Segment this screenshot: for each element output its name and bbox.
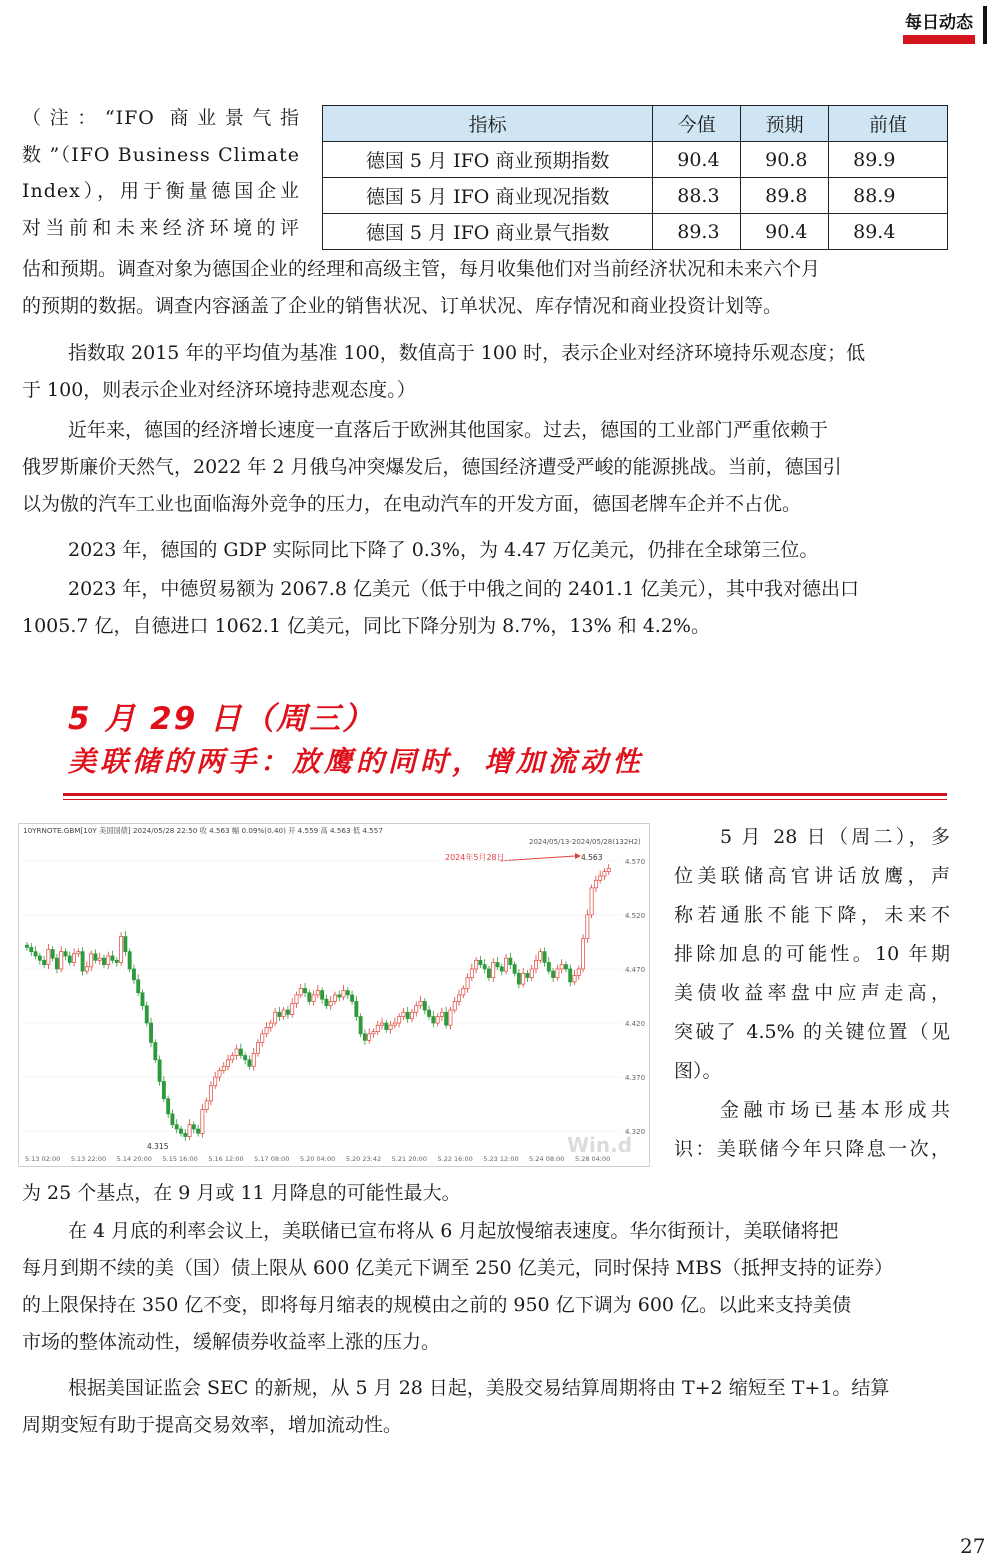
table-cell: 德国 5 月 IFO 商业预期指数 bbox=[323, 142, 653, 178]
table-header-row bbox=[323, 106, 948, 142]
candle-body bbox=[299, 988, 302, 994]
candle-body bbox=[252, 1053, 255, 1066]
table-header: 指标 bbox=[323, 106, 653, 142]
candle-body bbox=[603, 872, 606, 876]
candle-body bbox=[231, 1055, 234, 1059]
candle-body bbox=[432, 1017, 435, 1023]
x-tick-label: 5.21 20:00 bbox=[391, 1155, 427, 1163]
table-cell: 89.8 bbox=[741, 178, 829, 214]
chart-header-line: 10YRNOTE.GBM[10Y 美国国债] 2024/05/28 22:50 收 4.563 幅 0.09%(0.40) 开 4.559 高 4.563 低 4.557 bbox=[23, 826, 383, 835]
candle-body bbox=[60, 952, 63, 969]
candle-body bbox=[282, 1010, 285, 1016]
candle-body bbox=[504, 958, 507, 971]
table-header: 前值 bbox=[829, 106, 948, 142]
text-line: 每月到期不续的美（国）债上限从 600 亿美元下调至 250 亿美元，同时保持 MBS（抵押支持的证券） bbox=[22, 1257, 894, 1279]
x-tick-label: 5.16 12:00 bbox=[208, 1155, 244, 1163]
candle-body bbox=[398, 1017, 401, 1023]
candle-body bbox=[539, 952, 542, 961]
y-tick-label: 4.520 bbox=[625, 911, 646, 920]
section-rule bbox=[63, 793, 947, 796]
candle-body bbox=[218, 1071, 221, 1077]
table-cell: 88.3 bbox=[653, 178, 741, 214]
chart-watermark: Win.d bbox=[567, 1133, 633, 1157]
note-line: 数 ”（IFO Business Climate bbox=[22, 143, 300, 166]
header-divider bbox=[983, 6, 987, 44]
candle-body bbox=[325, 999, 328, 1005]
candle-body bbox=[158, 1060, 161, 1082]
candle-body bbox=[475, 960, 478, 969]
candle-body bbox=[577, 969, 580, 975]
candle-body bbox=[256, 1043, 259, 1054]
text-line: 根据美国证监会 SEC 的新规，从 5 月 28 日起，美股交易结算周期将由 T+2 缩短至 T+1。结算 bbox=[68, 1377, 890, 1399]
table-cell: 德国 5 月 IFO 商业现况指数 bbox=[323, 178, 653, 214]
candle-body bbox=[483, 965, 486, 969]
fed-side-text bbox=[674, 818, 950, 1169]
candle-body bbox=[273, 1012, 276, 1023]
candle-body bbox=[278, 1012, 281, 1016]
candle-body bbox=[226, 1060, 229, 1066]
table-cell: 89.4 bbox=[829, 214, 948, 250]
candle-body bbox=[77, 952, 80, 954]
candle-body bbox=[47, 949, 50, 964]
candle-body bbox=[137, 980, 140, 993]
candle-body bbox=[30, 947, 33, 951]
candle-body bbox=[427, 1010, 430, 1016]
x-tick-label: 5.17 08:00 bbox=[254, 1155, 290, 1163]
y-tick-label: 4.420 bbox=[625, 1020, 646, 1029]
candle-body bbox=[419, 1001, 422, 1005]
x-tick-label: 5.24 08:00 bbox=[529, 1155, 565, 1163]
candle-body bbox=[552, 971, 555, 977]
x-tick-label: 5.28 04:00 bbox=[575, 1155, 611, 1163]
table-row bbox=[323, 142, 948, 178]
candle-body bbox=[312, 995, 315, 1001]
candle-body bbox=[406, 1012, 409, 1018]
candle-body bbox=[72, 954, 75, 963]
candle-body bbox=[380, 1023, 383, 1025]
candle-body bbox=[107, 956, 110, 965]
candle-body bbox=[34, 952, 37, 956]
candle-body bbox=[530, 969, 533, 978]
y-tick-label: 4.570 bbox=[625, 857, 646, 866]
candle-body bbox=[43, 960, 46, 964]
text-line: 突破了 4.5% 的关键位置（见 bbox=[674, 1021, 950, 1043]
text-line: 金融市场已基本形成共 bbox=[720, 1099, 950, 1121]
candle-body bbox=[359, 1017, 362, 1034]
section-title: 美联储的两手：放鹰的同时，增加流动性 bbox=[68, 745, 645, 778]
candle-body bbox=[120, 937, 123, 963]
candle-body bbox=[196, 1129, 199, 1133]
candle-body bbox=[38, 956, 41, 960]
candle-body bbox=[522, 973, 525, 984]
candle-body bbox=[513, 965, 516, 974]
candle-body bbox=[346, 991, 349, 995]
candle-body bbox=[295, 995, 298, 1004]
x-tick-label: 5.13 22:00 bbox=[70, 1155, 107, 1163]
candle-body bbox=[457, 995, 460, 1001]
table-cell: 90.4 bbox=[741, 214, 829, 250]
candle-body bbox=[201, 1110, 204, 1134]
candle-body bbox=[90, 954, 93, 967]
candle-body bbox=[342, 991, 345, 997]
page-number: 27 bbox=[960, 1534, 986, 1558]
table-cell: 90.4 bbox=[653, 142, 741, 178]
candle-body bbox=[248, 1060, 251, 1066]
chart-low-label: 4.315 bbox=[147, 1142, 169, 1151]
ifo-table bbox=[322, 105, 948, 250]
note-line: Index），用于衡量德国企业 bbox=[22, 180, 300, 202]
text-line: 周期变短有助于提高交易效率，增加流动性。 bbox=[22, 1414, 403, 1436]
candle-body bbox=[487, 969, 490, 978]
chart-annotation: 2024年5月28日 bbox=[445, 853, 505, 862]
section-date: 5 月 29 日（周三） bbox=[68, 701, 376, 737]
candle-body bbox=[385, 1023, 388, 1029]
candle-body bbox=[154, 1043, 157, 1060]
candle-body bbox=[149, 1023, 152, 1042]
annotation-arrow bbox=[499, 856, 575, 861]
candle-body bbox=[479, 960, 482, 964]
candle-body bbox=[564, 965, 567, 969]
candle-body bbox=[329, 1001, 332, 1005]
note-line: 对当前和未来经济环境的评 bbox=[22, 216, 300, 239]
candle-body bbox=[316, 991, 319, 995]
candle-body bbox=[436, 1017, 439, 1023]
candle-body bbox=[586, 915, 589, 939]
note-paragraph-2 bbox=[22, 335, 950, 409]
candle-body bbox=[132, 969, 135, 980]
candle-body bbox=[453, 1001, 456, 1010]
candle-body bbox=[55, 958, 58, 969]
candle-body bbox=[81, 952, 84, 971]
candle-body bbox=[393, 1023, 396, 1025]
candle-body bbox=[239, 1049, 242, 1055]
candle-body bbox=[124, 937, 127, 952]
text-line: 市场的整体流动性，缓解债券收益率上涨的压力。 bbox=[22, 1331, 441, 1353]
chart-high-label: 4.563 bbox=[581, 853, 603, 862]
candle-body bbox=[64, 952, 67, 956]
table-header: 今值 bbox=[653, 106, 741, 142]
candle-body bbox=[449, 1010, 452, 1025]
candle-body bbox=[303, 988, 306, 992]
candle-body bbox=[265, 1027, 268, 1033]
candle-body bbox=[556, 969, 559, 978]
candle-body bbox=[115, 960, 118, 962]
candle-body bbox=[214, 1077, 217, 1086]
header-accent-bar bbox=[903, 35, 975, 44]
table-row bbox=[323, 214, 948, 250]
candle-body bbox=[462, 988, 465, 994]
candle-body bbox=[102, 958, 105, 964]
text-line: 2023 年，中德贸易额为 2067.8 亿美元（低于中俄之间的 2401.1 亿美元），其中我对德出口 bbox=[68, 578, 860, 600]
candle-body bbox=[68, 956, 71, 962]
candle-body bbox=[372, 1032, 375, 1034]
candle-body bbox=[368, 1034, 371, 1040]
candle-body bbox=[599, 876, 602, 880]
candle-body bbox=[389, 1025, 392, 1029]
candle-body bbox=[509, 958, 512, 964]
treasury-yield-chart bbox=[18, 823, 650, 1167]
candle-body bbox=[415, 1006, 418, 1012]
candle-body bbox=[333, 995, 336, 1001]
candle-body bbox=[526, 973, 529, 977]
text-line: 图）。 bbox=[674, 1060, 722, 1082]
table-cell: 89.3 bbox=[653, 214, 741, 250]
candle-body bbox=[192, 1125, 195, 1129]
y-tick-label: 4.320 bbox=[625, 1128, 646, 1137]
sec-paragraph bbox=[22, 1370, 950, 1444]
candle-body bbox=[492, 962, 495, 977]
candle-body bbox=[338, 995, 341, 997]
candle-body bbox=[162, 1081, 165, 1098]
table-cell: 90.8 bbox=[741, 142, 829, 178]
candle-body bbox=[308, 993, 311, 1002]
text-line: 的预期的数据。调查内容涵盖了企业的销售状况、订单状况、库存情况和商业投资计划等。 bbox=[22, 295, 783, 317]
x-tick-label: 5.20 23:42 bbox=[345, 1155, 382, 1163]
candle-body bbox=[466, 978, 469, 989]
candle-body bbox=[141, 993, 144, 1006]
candle-body bbox=[470, 969, 473, 978]
text-line: 的上限保持在 350 亿不变，即将每月缩表的规模由之前的 950 亿下调为 600 亿。以此来支持美债 bbox=[22, 1294, 852, 1316]
text-line: 称若通胀不能下降，未来不 bbox=[674, 904, 950, 926]
candle-body bbox=[590, 888, 593, 915]
candle-body bbox=[128, 952, 131, 969]
candle-body bbox=[321, 991, 324, 1000]
candle-body bbox=[440, 1012, 443, 1016]
text-line: 1005.7 亿，自德进口 1062.1 亿美元，同比下降分别为 8.7%，13% 和 4.2%。 bbox=[22, 615, 710, 637]
candle-body bbox=[145, 1006, 148, 1023]
candle-body bbox=[594, 880, 597, 888]
candle-body bbox=[184, 1133, 187, 1136]
candle-body bbox=[517, 973, 520, 984]
text-line: 估和预期。调查对象为德国企业的经理和高级主管，每月收集他们对当前经济状况和未来六个月 bbox=[22, 258, 821, 280]
germany-economy-paragraph bbox=[22, 412, 950, 523]
candle-body bbox=[188, 1125, 191, 1137]
candle-body bbox=[445, 1012, 448, 1025]
candle-body bbox=[222, 1066, 225, 1070]
text-line: 排除加息的可能性。10 年期 bbox=[674, 943, 950, 965]
x-tick-label: 5.23 12:00 bbox=[483, 1155, 519, 1163]
y-tick-label: 4.370 bbox=[625, 1074, 646, 1083]
candle-body bbox=[98, 958, 101, 960]
candle-body bbox=[350, 995, 353, 1001]
candle-body bbox=[560, 965, 563, 969]
candle-body bbox=[235, 1049, 238, 1055]
text-line: 位美联储高官讲话放鹰，声 bbox=[674, 865, 950, 887]
text-line: 5 月 28 日（周二），多 bbox=[720, 826, 950, 848]
candle-body bbox=[500, 967, 503, 971]
trade-paragraph bbox=[22, 571, 950, 645]
candle-body bbox=[167, 1099, 170, 1114]
chart-range-label: 2024/05/13-2024/05/28(132H2) bbox=[529, 838, 641, 846]
section-rule-thin bbox=[63, 799, 947, 800]
text-line: 2023 年，德国的 GDP 实际同比下降了 0.3%，为 4.47 万亿美元，仍排在全球第三位。 bbox=[68, 539, 819, 561]
text-line: 俄罗斯廉价天然气，2022 年 2 月俄乌冲突爆发后，德国经济遭受严峻的能源挑战。当前，德国引 bbox=[22, 456, 842, 478]
candle-body bbox=[607, 868, 610, 871]
text-line: 以为傲的汽车工业也面临海外竞争的压力，在电动汽车的开发方面，德国老牌车企并不占优。 bbox=[22, 493, 802, 515]
candle-body bbox=[534, 960, 537, 969]
candle-body bbox=[355, 1001, 358, 1016]
table-header: 预期 bbox=[741, 106, 829, 142]
candle-body bbox=[402, 1012, 405, 1016]
candle-body bbox=[363, 1034, 366, 1040]
candle-body bbox=[261, 1034, 264, 1043]
text-line: 在 4 月底的利率会议上，美联储已宣布将从 6 月起放慢缩表速度。华尔街预计，美联储将把 bbox=[68, 1220, 839, 1242]
candle-body bbox=[286, 1010, 289, 1014]
y-tick-label: 4.470 bbox=[625, 965, 646, 974]
note-line: （注：“IFO 商业景气指 bbox=[22, 107, 300, 129]
candle-body bbox=[581, 939, 584, 969]
x-tick-label: 5.15 16:00 bbox=[162, 1155, 198, 1163]
x-tick-label: 5.13 02:00 bbox=[25, 1155, 61, 1163]
gdp-paragraph bbox=[22, 532, 950, 569]
fed-paragraph-2 bbox=[22, 1213, 950, 1361]
candle-body bbox=[376, 1025, 379, 1031]
candle-body bbox=[423, 1001, 426, 1010]
candle-body bbox=[85, 967, 88, 971]
candle-body bbox=[269, 1023, 272, 1027]
x-tick-label: 5.20 04:00 bbox=[300, 1155, 336, 1163]
note-continued bbox=[22, 251, 950, 325]
candle-body bbox=[175, 1125, 178, 1129]
candle-body bbox=[543, 952, 546, 963]
text-line: 指数取 2015 年的平均值为基准 100，数值高于 100 时，表示企业对经济环境持乐观态度；低 bbox=[68, 342, 866, 364]
candle-body bbox=[94, 954, 97, 960]
text-line: 近年来，德国的经济增长速度一直落后于欧洲其他国家。过去，德国的工业部门严重依赖于 bbox=[68, 419, 829, 441]
text-line: 为 25 个基点，在 9 月或 11 月降息的可能性最大。 bbox=[22, 1182, 461, 1204]
candle-body bbox=[111, 956, 114, 960]
fed-paragraph-1 bbox=[22, 1175, 950, 1212]
candle-body bbox=[410, 1012, 413, 1018]
x-tick-label: 5.14 20:00 bbox=[116, 1155, 152, 1163]
candle-body bbox=[51, 949, 54, 958]
table-cell: 89.9 bbox=[829, 142, 948, 178]
x-tick-label: 5.22 16:00 bbox=[437, 1155, 473, 1163]
candle-body bbox=[547, 962, 550, 971]
text-line: 美债收益率盘中应声走高， bbox=[674, 982, 950, 1004]
text-line: 识：美联储今年只降息一次， bbox=[674, 1138, 950, 1160]
candle-body bbox=[496, 962, 499, 966]
candle-body bbox=[291, 1004, 294, 1015]
candle-body bbox=[569, 969, 572, 982]
candle-body bbox=[25, 945, 28, 947]
text-line: 于 100，则表示企业对经济环境持悲观态度。） bbox=[22, 379, 416, 401]
candle-body bbox=[244, 1055, 247, 1059]
ifo-note bbox=[22, 100, 300, 246]
section-label: 每日动态 bbox=[905, 13, 973, 33]
candle-body bbox=[573, 975, 576, 981]
table-cell: 德国 5 月 IFO 商业景气指数 bbox=[323, 214, 653, 250]
candle-body bbox=[179, 1129, 182, 1133]
table-row bbox=[323, 178, 948, 214]
candle-body bbox=[171, 1114, 174, 1125]
candle-body bbox=[209, 1086, 212, 1101]
candle-body bbox=[205, 1101, 208, 1110]
candlestick-chart bbox=[19, 824, 649, 1166]
table-cell: 88.9 bbox=[829, 178, 948, 214]
